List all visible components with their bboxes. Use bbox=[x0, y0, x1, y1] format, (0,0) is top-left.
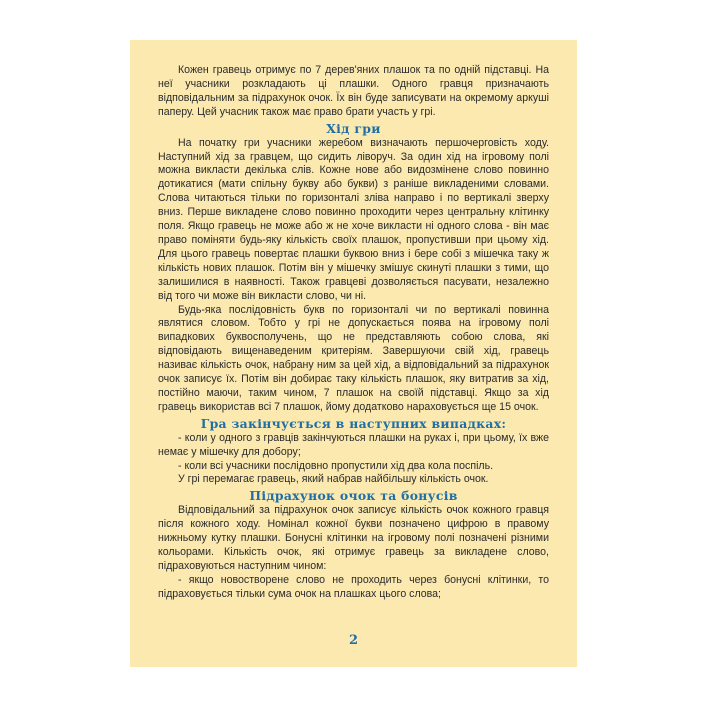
winner-paragraph: У грі перемагає гравець, який набрав найбільшу кількість очок. bbox=[178, 473, 489, 486]
section-title-scoring: Підрахунок очок та бонусів bbox=[249, 488, 458, 504]
page-number: 2 bbox=[348, 633, 359, 648]
turn-paragraph-1: На початку гри учасники жеребом визначають першочерговість ходу. Наступний хід за гравцем, що сидить ліворуч. За один хід на ігровому полі можна викласти декілька слів. Кожне нове або видозмінене слово повинно дотикатися (мати спільну букву або букви) з раніше викладеними словами. Слова читаються тільки по горизонталі зліва направо і по вертикалі зверху вниз. Перше викладене слово повинно проходити через центральну клітинку поля. Якщо гравець не може або ж не хоче викласти ні одного слова - він має право поміняти будь-яку кількість своїх плашок, пропустивши при цьому хід. Для цього гравець повертає плашки буквою вниз і бере собі з мішечка таку ж кількість нових плашок. Потім він у мішечку змішує скинуті плашки з тими, що залишилися в наявності. Також гравцеві дозволяється пасувати, незалежно від того чи може він викласти слово, чи ні. bbox=[158, 136, 549, 302]
scoring-paragraph: Відповідальний за підрахунок очок записує кількість очок кожного гравця після кожного ходу. Номінал кожної букви позначено цифрою в правому нижньому кутку плашки. Бонусні клітинки на ігровому полі позначені різними кольорами. Кількість очок, які отримує гравець за викладене слово, підраховуються наступним чином: bbox=[158, 504, 549, 572]
intro-paragraph: Кожен гравець отримує по 7 дерев'яних плашок та по одній підставці. На неї учасники розкладають ці плашки. Одного гравця призначають відповідальним за підрахунок очок. Їх він буде записувати на окремому аркуші паперу. Цей учасник також має право брати участь у грі. bbox=[158, 64, 549, 118]
section-title-game-end: Гра закінчується в наступних випадках: bbox=[200, 415, 507, 431]
game-end-item-2: - коли всі учасники послідовно пропустили хід два кола поспіль. bbox=[178, 459, 494, 472]
rules-page bbox=[130, 40, 577, 667]
section-title-turn: Хід гри bbox=[326, 120, 381, 136]
turn-paragraph-2: Будь-яка послідовність букв по горизонталі чи по вертикалі повинна являтися словом. Тобто у грі не допускається поява на ігровому полі випадкових буквосполучень, що не представляють собою слова, які відповідають вищенаведеним критеріям. Завершуючи свій хід, гравець називає кількість очок, набрану ним за цей хід, а відповідальний за підрахунок очок записує їх. Потім він добирає таку кількість плашок, яку витратив за хід, постійно маючи, таким чином, 7 плашок на своїй підставці. Якщо за хід гравець використав всі 7 плашок, йому додатково нараховується ще 15 очок. bbox=[158, 303, 549, 413]
scoring-item-1: - якщо новостворене слово не проходить через бонусні клітинки, то підраховується тільки сума очок на плашках цього слова; bbox=[158, 573, 549, 600]
game-end-item-1: - коли у одного з гравців закінчуються плашки на руках і, при цьому, їх вже немає у мішечку для добору; bbox=[158, 431, 549, 458]
